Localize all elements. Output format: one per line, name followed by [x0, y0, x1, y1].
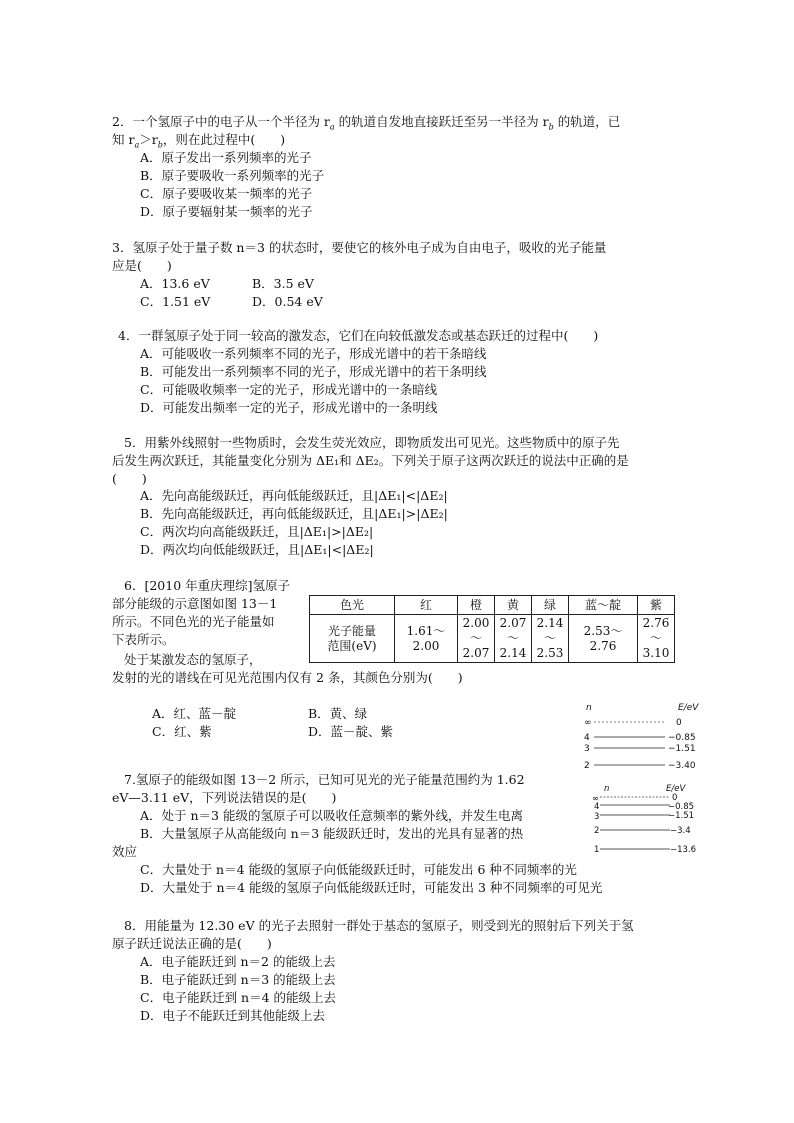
table-range-red: 1.61～ 2.00 [395, 615, 458, 663]
q6-option-a: A．红、蓝－靛 [152, 706, 237, 721]
diag1-n-label: n [586, 703, 592, 713]
q5-option-c: C．两次均向高能级跃迁，且|ΔE₁|>|ΔE₂| [140, 524, 374, 539]
q6-stem-line3: 所示。不同色光的光子能量如 [112, 614, 275, 629]
table-row-label: 光子能量 范围(eV) [310, 615, 395, 663]
q2-option-c: C．原子要吸收某一频率的光子 [140, 186, 313, 201]
q5-stem-line1: 5．用紫外线照射一些物质时，会发生荧光效应，即物质发出可见光。这些物质中的原子先 [124, 435, 620, 450]
diag2-level-inf-n: ∞ [592, 794, 600, 804]
diag2-level-inf-e: 0 [672, 793, 678, 803]
table-header-label: 色光 [310, 596, 395, 615]
table-color-violet: 紫 [638, 596, 675, 615]
table-color-red: 红 [395, 596, 458, 615]
q3-option-d: D．0.54 eV [252, 294, 323, 309]
q5-option-d: D．两次均向低能级跃迁，且|ΔE₁|<|ΔE₂| [140, 542, 374, 557]
q5-option-a: A．先向高能级跃迁，再向低能级跃迁，且|ΔE₁|<|ΔE₂| [140, 488, 448, 503]
q2-option-a: A．原子发出一系列频率的光子 [140, 150, 312, 165]
table-color-orange: 橙 [458, 596, 495, 615]
q7-option-c: C．大量处于 n＝4 能级的氢原子向低能级跃迁时，可能发出 6 种不同频率的光 [140, 862, 577, 877]
q8-option-c: C．电子能跃迁到 n＝4 的能级上去 [140, 990, 337, 1005]
table-range-blue-indigo: 2.53～ 2.76 [569, 615, 638, 663]
energy-level-diagram-2 [588, 783, 700, 855]
q7-option-d: D．大量处于 n＝4 能级的氢原子向低能级跃迁时，可能发出 3 种不同频率的可见光 [140, 880, 603, 895]
q2-stem-line2: 知 $r_a>r_b$，则在此过程中( ) [112, 132, 286, 150]
table-range-orange: 2.00 ～ 2.07 [458, 615, 495, 663]
q8-stem-line2: 原子跃迁说法正确的是( ) [112, 936, 272, 951]
q5-option-b: B．先向高能级跃迁，再向低能级跃迁，且|ΔE₁|>|ΔE₂| [140, 506, 448, 521]
diag1-level-3-e: −1.51 [668, 744, 696, 754]
q7-stem-line1: 7.氢原子的能级如图 13－2 所示，已知可见光的光子能量范围约为 1.62 [124, 772, 525, 787]
diag2-level-4-n: 4 [594, 802, 600, 812]
q8-option-a: A．电子能跃迁到 n＝2 的能级上去 [140, 954, 336, 969]
q7-option-b-line1: B．大量氢原子从高能级向 n＝3 能级跃迁时，发出的光具有显著的热 [140, 826, 524, 841]
diag2-e-label: E/eV [666, 784, 686, 794]
q6-option-b: B．黄、绿 [308, 706, 368, 721]
diag2-level-3-n: 3 [594, 812, 600, 822]
diag2-level-2-n: 2 [594, 826, 600, 836]
diag1-level-3-n: 3 [584, 744, 590, 754]
table-range-green: 2.14 ～ 2.53 [532, 615, 569, 663]
q6-option-c: C．红、紫 [152, 724, 212, 739]
diag1-level-2-e: −3.40 [668, 761, 696, 771]
diag2-level-1-n: 1 [594, 845, 600, 855]
q4-stem: 4．一群氢原子处于同一较高的激发态，它们在向较低激发态或基态跃迁的过程中( ) [118, 328, 599, 343]
diag1-level-4-e: −0.85 [668, 733, 696, 743]
q2-option-d: D．原子要辐射某一频率的光子 [140, 204, 313, 219]
q2-option-b: B．原子要吸收一系列频率的光子 [140, 168, 325, 183]
q6-stem-line1: 6．[2010 年重庆理综]氢原子 [124, 578, 290, 593]
q4-option-a: A．可能吸收一系列频率不同的光子，形成光谱中的若干条暗线 [140, 346, 487, 361]
diag2-level-4-e: −0.85 [668, 802, 695, 812]
q8-option-b: B．电子能跃迁到 n＝3 的能级上去 [140, 972, 336, 987]
photon-energy-table [309, 595, 675, 663]
diag2-level-3-e: −1.51 [668, 811, 695, 821]
q8-option-d: D．电子不能跃迁到其他能级上去 [140, 1008, 326, 1023]
q5-stem-line2: 后发生两次跃迁，其能量变化分别为 ΔE₁和 ΔE₂。下列关于原子这两次跃迁的说法中正确的是 [112, 453, 629, 468]
table-range-yellow: 2.07 ～ 2.14 [495, 615, 532, 663]
q7-stem-line2: eV—3.11 eV，下列说法错误的是( ) [112, 790, 337, 805]
q6-stem-line5: 处于某激发态的氢原子， [124, 652, 262, 667]
q3-stem-line2: 应是( ) [112, 258, 172, 273]
diag1-e-label: E/eV [678, 703, 699, 713]
table-range-violet: 2.76 ～ 3.10 [638, 615, 675, 663]
q4-option-d: D．可能发出频率一定的光子，形成光谱中的一条明线 [140, 400, 438, 415]
diag2-level-1-e: −13.6 [670, 845, 697, 855]
q6-stem-line2: 部分能级的示意图如图 13－1 [112, 596, 278, 611]
q3-stem-line1: 3．氢原子处于量子数 n＝3 的状态时，要使它的核外电子成为自由电子，吸收的光子能量 [112, 240, 607, 255]
q6-stem-line4: 下表所示。 [112, 632, 175, 647]
q7-option-a: A．处于 n＝3 能级的氢原子可以吸收任意频率的紫外线，并发生电离 [140, 808, 523, 823]
q5-stem-line3: ( ) [112, 471, 147, 486]
diag1-level-inf-e: 0 [676, 718, 682, 728]
q3-option-a: A．13.6 eV [140, 276, 210, 291]
diag2-n-label: n [604, 784, 610, 794]
q7-option-b-line2: 效应 [112, 844, 138, 859]
energy-level-diagram-1 [580, 700, 710, 772]
table-color-yellow: 黄 [495, 596, 532, 615]
q6-stem-line6: 发射的光的谱线在可见光范围内仅有 2 条，其颜色分别为( ) [112, 670, 463, 685]
q4-option-c: C．可能吸收频率一定的光子，形成光谱中的一条暗线 [140, 382, 438, 397]
diag1-level-inf-n: ∞ [584, 718, 592, 728]
q3-option-b: B．3.5 eV [252, 276, 314, 291]
q2-stem-line1: 2．一个氢原子中的电子从一个半径为 $r_a$ 的轨道自发地直接跃迁至另一半径为 $r_b$ 的轨道，已 [112, 114, 621, 132]
diag1-level-4-n: 4 [584, 733, 590, 743]
diag2-level-2-e: −3.4 [670, 826, 691, 836]
diag1-level-2-n: 2 [584, 761, 590, 771]
q4-option-b: B．可能发出一系列频率不同的光子，形成光谱中的若干条明线 [140, 364, 487, 379]
q8-stem-line1: 8．用能量为 12.30 eV 的光子去照射一群处于基态的氢原子，则受到光的照射后下列关于氢 [124, 918, 634, 933]
q3-option-c: C．1.51 eV [140, 294, 211, 309]
q6-option-d: D．蓝－靛、紫 [308, 724, 394, 739]
table-color-blue-indigo: 蓝～靛 [569, 596, 638, 615]
table-color-green: 绿 [532, 596, 569, 615]
